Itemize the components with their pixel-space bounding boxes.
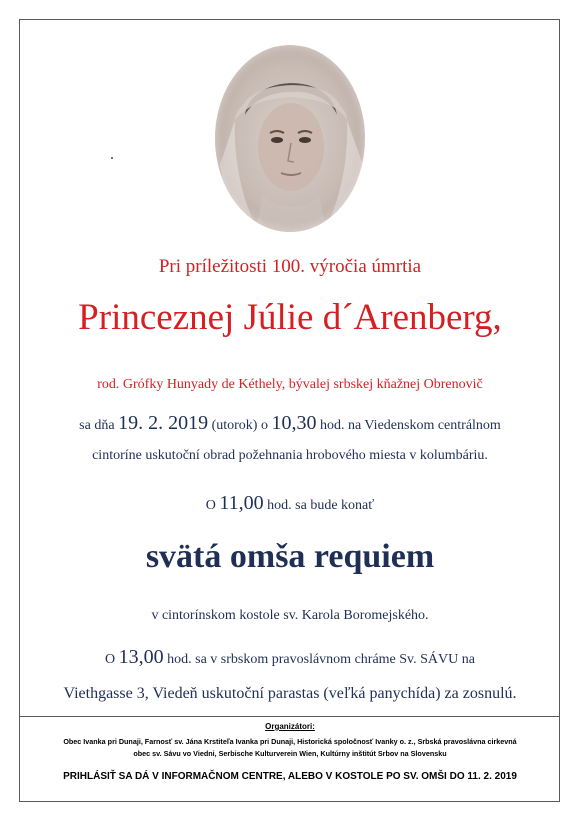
ceremony-line-2: cintoríne uskutoční obrad požehnania hrobového miesta v kolumbáriu. <box>92 448 488 463</box>
panychida-time: 13,00 <box>118 646 164 668</box>
panychida-text-post: hod. sa v srbskom pravoslávnom chráme Sv. SÁVU na <box>163 652 475 667</box>
portrait-illustration <box>215 45 365 232</box>
ceremony-date: 19. 2. 2019 <box>118 412 209 434</box>
portrait-photo <box>215 45 365 232</box>
mass-title: svätá omša requiem <box>145 538 435 575</box>
organizers-line-1: Obec Ivanka pri Dunaji, Farnosť sv. Jána Krstiteľa Ivanka pri Dunaji, Historická spoločnosť Ivanky o. z., Srbská pravoslávna cirkevná <box>63 737 517 746</box>
organizers-line-2: obec sv. Sávu vo Viedni, Serbische Kulturverein Wien, Kultúrny inštitút Srbov na Slovensku <box>133 749 447 758</box>
mass-time: 11,00 <box>219 492 264 514</box>
ceremony-line-1 <box>0 412 580 435</box>
panychida-line-1 <box>0 646 580 669</box>
mass-line <box>0 492 580 515</box>
ceremony-text-mid: (utorok) o <box>208 418 272 433</box>
panychida-text-pre: O <box>105 652 119 667</box>
speck-dot <box>111 157 113 159</box>
mass-text-post: hod. sa bude konať <box>263 498 375 513</box>
occasion-text: Pri príležitosti 100. výročia úmrtia <box>158 256 422 277</box>
subtitle: rod. Grófky Hunyady de Kéthely, bývalej srbskej kňažnej Obrenovič <box>97 377 483 392</box>
registration-note: PRIHLÁSIŤ SA DÁ V INFORMAČNOM CENTRE, ALEBO V KOSTOLE PO SV. OMŠI DO 11. 2. 2019 <box>63 771 517 782</box>
ceremony-time: 10,30 <box>271 412 317 434</box>
mass-text-pre: O <box>205 498 220 513</box>
page-title: Princeznej Júlie d´Arenberg, <box>78 297 502 338</box>
panychida-line-2: Viethgasse 3, Viedeň uskutoční parastas (veľká panychída) za zosnulú. <box>63 685 517 702</box>
footer-divider <box>19 716 560 717</box>
mass-place: v cintorínskom kostole sv. Karola Boromejského. <box>151 608 429 623</box>
ceremony-text-post: hod. na Viedenskom centrálnom <box>316 418 501 433</box>
organizers-label: Organizátori: <box>265 722 315 731</box>
ceremony-text-pre: sa dňa <box>79 418 119 433</box>
